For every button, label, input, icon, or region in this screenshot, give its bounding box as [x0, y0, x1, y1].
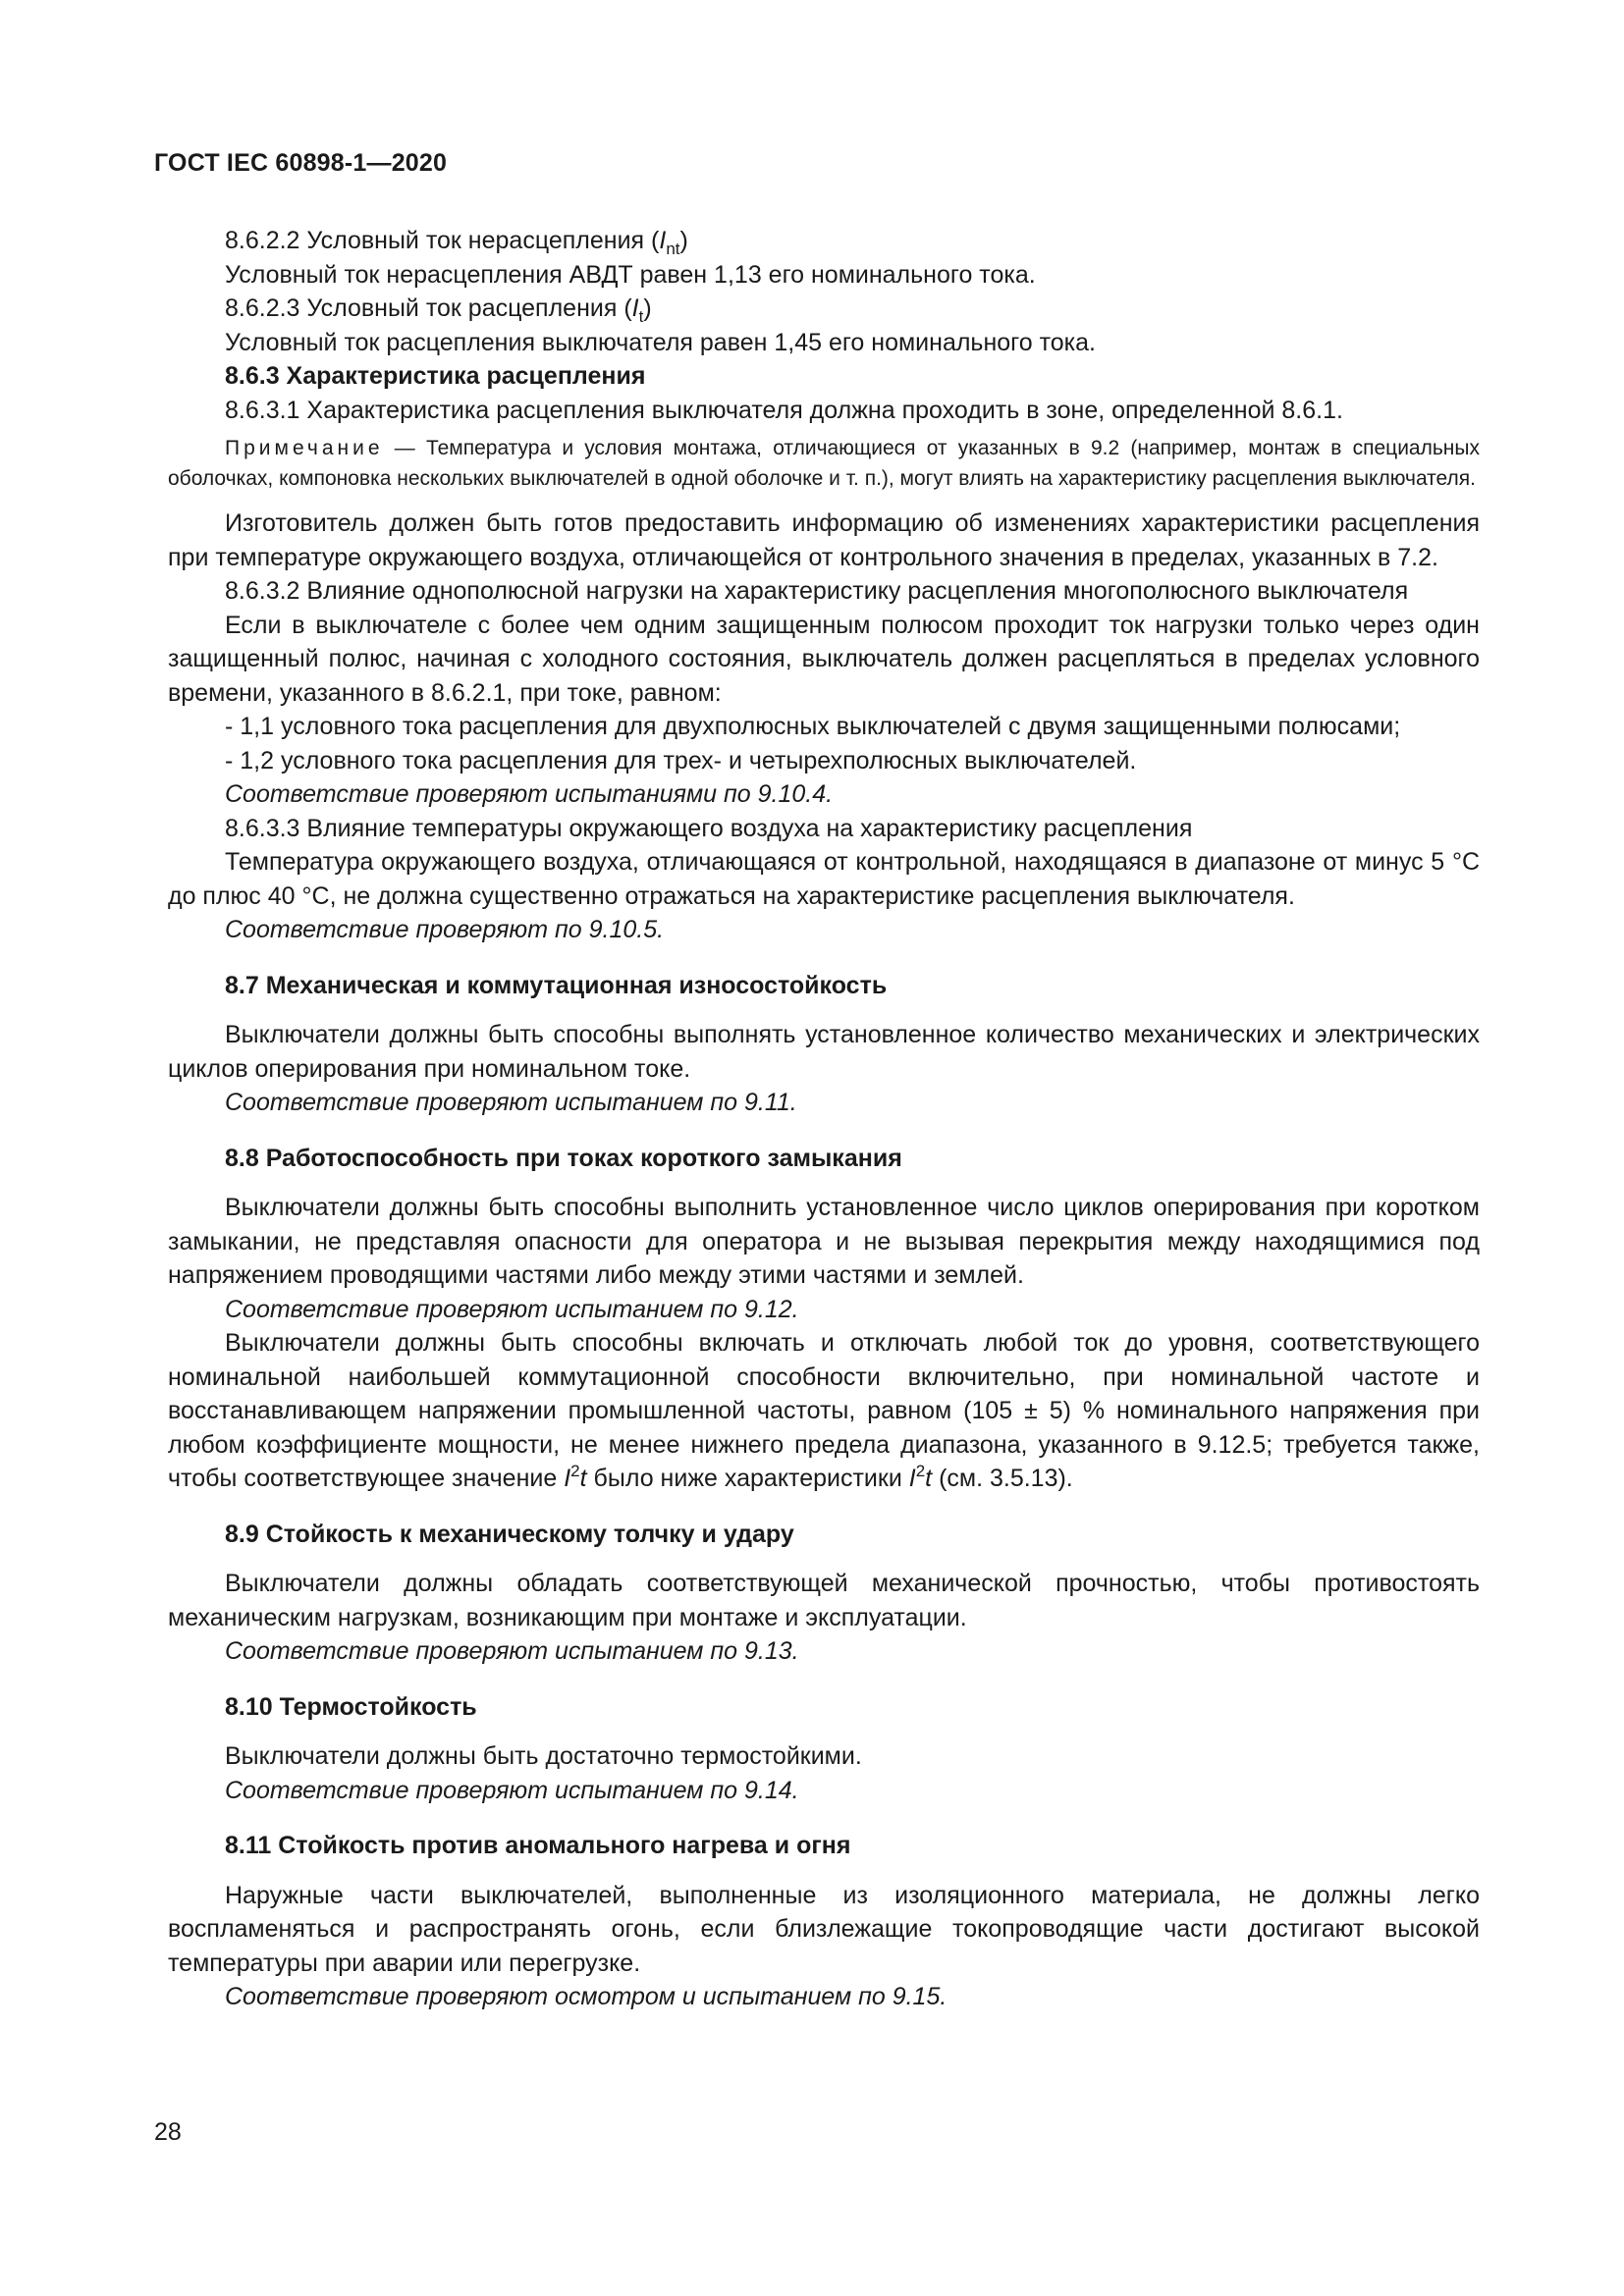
list-item: - 1,2 условного тока расцепления для трех- и четырехполюсных выключателей. [225, 746, 1137, 774]
paragraph: Выключатели должны быть достаточно термостойкими. [225, 1742, 862, 1770]
paragraph: Выключатели должны быть способны выполнить установленное число циклов оперирования при коротком замыкании, не представляя опасности для оператора и не вызывая перекрытия между находящимися под напряжением проводящими частями либо между этими частями и землей. [168, 1194, 1480, 1289]
paragraph: Выключатели должны обладать соответствующей механической прочностью, чтобы противостоять механическим нагрузкам, возникающим при монтаже и эксплуатации. [168, 1570, 1480, 1631]
compliance-check: Соответствие проверяют испытанием по 9.11. [225, 1089, 797, 1116]
clause-8-6-2-2-title: 8.6.2.2 Условный ток нерасцепления $(I_{nt})$ [225, 227, 688, 258]
section-8-8-heading: 8.8 Работоспособность при токах короткого замыкания [225, 1144, 902, 1172]
paragraph: Выключатели должны быть способны включать и отключать любой ток до уровня, соответствующего номинальной наибольшей коммутационной способности включительно, при номинальной частоте и восстанавливающем напряжении промышленной частоты, равном (105 ± 5) % номинального напряжения при любом коэффициенте мощности, не менее нижнего предела диапазона, указанного в 9.12.5; требуется также, чтобы соответствующее значение $I^2t$ было ниже характеристики $I^2t$ (см. 3.5.13). [168, 1329, 1480, 1492]
page-number: 28 [154, 2118, 182, 2146]
compliance-check: Соответствие проверяют по 9.10.5. [225, 916, 665, 943]
clause-8-6-3-1: 8.6.3.1 Характеристика расцепления выключателя должна проходить в зоне, определенной 8.6.1. [225, 396, 1343, 424]
section-8-10-heading: 8.10 Термостойкость [225, 1692, 477, 1721]
compliance-check: Соответствие проверяют испытаниями по 9.10.4. [225, 780, 834, 808]
clause-8-6-3-3-title: 8.6.3.3 Влияние температуры окружающего воздуха на характеристику расцепления [225, 814, 1193, 842]
clause-8-6-3-2-title: 8.6.3.2 Влияние однополюсной нагрузки на характеристику расцепления многополюсного выключателя [225, 577, 1409, 605]
compliance-check: Соответствие проверяют испытанием по 9.13. [225, 1637, 799, 1665]
section-8-7-heading: 8.7 Механическая и коммутационная износостойкость [225, 971, 888, 999]
compliance-check: Соответствие проверяют осмотром и испытанием по 9.15. [225, 1983, 947, 2010]
note-text: — Температура и условия монтажа, отличающиеся от указанных в 9.2 (например, монтаж в специальных оболочках, компоновка нескольких выключателей в одной оболочке и т. п.), могут влиять на характеристику расцепления выключателя. [168, 437, 1480, 490]
note [168, 433, 1480, 494]
section-8-11-heading: 8.11 Стойкость против аномального нагрева и огня [225, 1832, 851, 1859]
document-body [168, 224, 1480, 2014]
list-item: - 1,1 условного тока расцепления для двухполюсных выключателей с двумя защищенными полюсами; [225, 713, 1401, 740]
paragraph: Если в выключателе с более чем одним защищенным полюсом проходит ток нагрузки только через один защищенный полюс, начиная с холодного состояния, выключатель должен расцепляться в пределах условного времени, указанного в 8.6.2.1, при токе, равном: [168, 611, 1480, 707]
note-label: Примечание [225, 437, 384, 459]
compliance-check: Соответствие проверяют испытанием по 9.12. [225, 1295, 799, 1323]
paragraph: Температура окружающего воздуха, отличающаяся от контрольной, находящаяся в диапазоне от минус 5 °С до плюс 40 °С, не должна существенно отражаться на характеристике расцепления выключателя. [168, 848, 1480, 910]
section-8-6-3-heading: 8.6.3 Характеристика расцепления [225, 362, 646, 390]
clause-8-6-2-2-text: Условный ток нерасцепления АВДТ равен 1,13 его номинального тока. [225, 260, 1036, 289]
compliance-check: Соответствие проверяют испытанием по 9.14. [225, 1776, 799, 1804]
clause-8-6-2-3-text: Условный ток расцепления выключателя равен 1,45 его номинального тока. [225, 328, 1096, 356]
paragraph: Наружные части выключателей, выполненные из изоляционного материала, не должны легко воспламеняться и распространять огонь, если близлежащие токопроводящие части достигают высокой температуры при аварии или перегрузке. [168, 1881, 1480, 1977]
clause-8-6-2-3-title: 8.6.2.3 Условный ток расцепления $(I_t)$ [225, 294, 652, 326]
document-header: ГОСТ IEC 60898-1—2020 [154, 149, 448, 177]
section-8-9-heading: 8.9 Стойкость к механическому толчку и удару [225, 1520, 794, 1548]
paragraph: Изготовитель должен быть готов предоставить информацию об изменениях характеристики расцепления при температуре окружающего воздуха, отличающейся от контрольного значения в пределах, указанных в 7.2. [168, 509, 1480, 571]
paragraph: Выключатели должны быть способны выполнять установленное количество механических и электрических циклов оперирования при номинальном токе. [168, 1021, 1480, 1083]
